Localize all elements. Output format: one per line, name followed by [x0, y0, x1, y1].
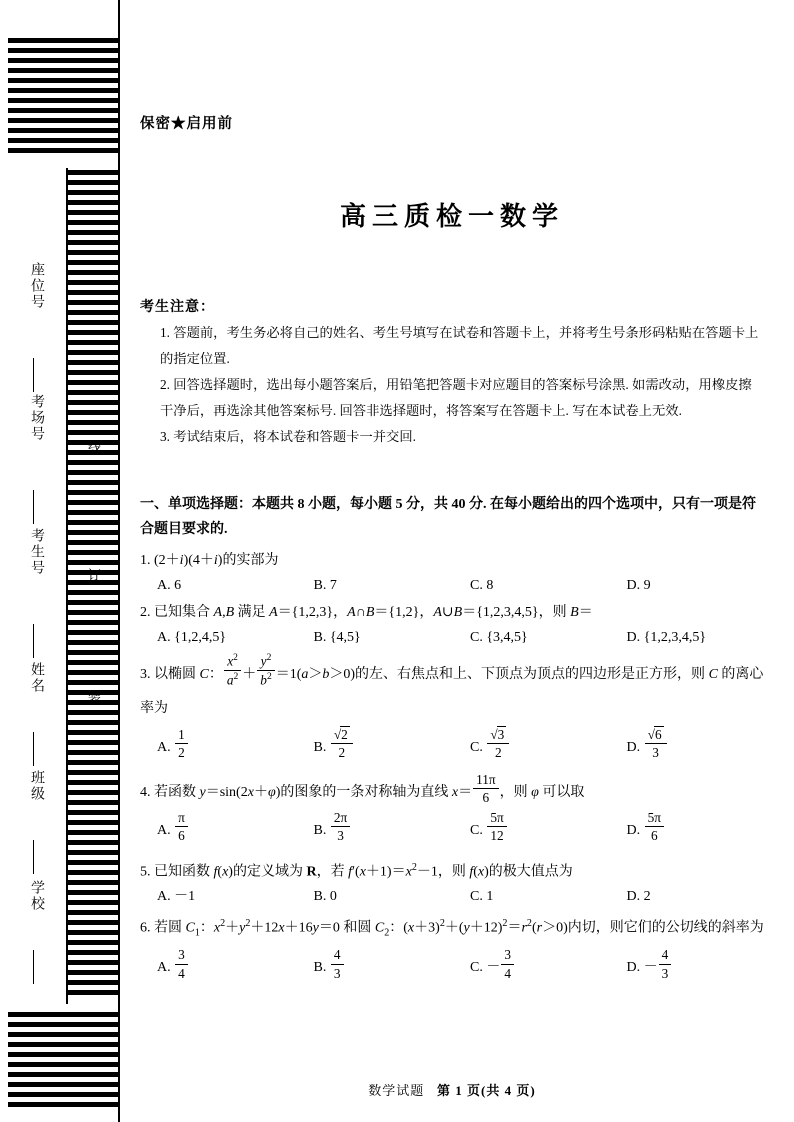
option-B[interactable]: B. 0 — [313, 889, 337, 905]
question-2-options — [140, 625, 783, 650]
question-1-stem: 1. (2＋i)(4＋i)的实部为 — [140, 553, 279, 568]
option-A[interactable]: A. $\frac{3}{4}$ — [157, 946, 314, 990]
question-5 — [140, 855, 766, 910]
field-label-exam-room: 考场号 — [29, 394, 44, 442]
field-rule-school — [33, 950, 34, 984]
option-A[interactable]: A. $\frac{\pi}{6}$ — [157, 809, 314, 853]
option-D[interactable]: D. {1,2,3,4,5} — [626, 630, 707, 645]
page-footer — [132, 1080, 772, 1099]
question-4-number: 4. — [140, 784, 151, 800]
question-3-options — [140, 726, 783, 770]
question-5-stem: 5. 已知函数 f(x)的定义域为 R，若 $f'(x+1)=x^2-1$，则 f(x)的极大值点为 — [140, 861, 573, 880]
question-4-options — [140, 809, 783, 853]
option-D[interactable]: D. $\frac{√6}{3}$ — [627, 726, 784, 770]
question-6-number: 6. — [140, 921, 151, 937]
question-2-number: 2. — [140, 605, 151, 620]
option-A[interactable]: A. {1,2,4,5} — [157, 630, 227, 645]
option-B[interactable]: B. $\frac{√2}{2}$ — [314, 726, 471, 770]
candidate-notice-list — [140, 320, 762, 450]
option-A[interactable]: A. －1 — [157, 889, 196, 905]
field-rule-name — [33, 732, 34, 766]
option-B[interactable]: B. 7 — [313, 578, 337, 593]
notice-item-3: 3. 考试结束后，将本试卷和答题卡一并交回. — [160, 429, 416, 444]
page-title: 高三质检一数学 — [339, 202, 564, 231]
option-C[interactable]: C. － $\frac{3}{4}$ — [470, 946, 627, 990]
option-C[interactable]: C. 8 — [470, 578, 494, 593]
option-C[interactable]: C. $\frac{5\pi}{12}$ — [470, 809, 627, 853]
question-6-options — [140, 946, 783, 990]
option-B[interactable]: B. $\frac{4}{3}$ — [314, 946, 471, 990]
field-rule-exam-room — [33, 490, 34, 524]
question-list — [140, 548, 766, 992]
option-A[interactable]: A. $\frac{1}{2}$ — [157, 726, 314, 770]
question-6 — [140, 911, 766, 989]
question-3 — [140, 652, 766, 770]
field-label-name: 姓名 — [29, 662, 44, 694]
barcode-top — [8, 38, 118, 156]
question-1-number: 1. — [140, 553, 151, 568]
option-B[interactable]: B. $\frac{2\pi}{3}$ — [314, 809, 471, 853]
question-4 — [140, 772, 766, 853]
question-4-stem: 4. 若函数 y＝sin(2x＋φ)的图象的一条对称轴为直线 x＝ $\frac{11\pi}{6}$ ，则 φ 可以取 — [140, 771, 585, 806]
confidential-notice: 保密★启用前 — [140, 116, 233, 132]
question-3-stem: 3. 以椭圆 C： $\frac{x^2}{a^2}$ ＋ $\frac{y^2}{b^2}$ ＝1(a＞b＞0)的左、右焦点和上、下顶点为顶点的四边形是正方形，则 C 的离心率为 — [140, 652, 764, 716]
field-rule-candidate-number — [33, 624, 34, 658]
field-rule-seat-number — [33, 358, 34, 392]
question-6-stem: 6. 若圆 $C_1$：$x^2+y^2+12x+16y=0$ 和圆 $C_2$：$(x+3)^2+(y+12)^2=r^2(r>0)$内切，则它们的公切线的斜率为 — [140, 918, 764, 939]
barcode-middle — [68, 170, 118, 1000]
option-D[interactable]: D. － $\frac{4}{3}$ — [627, 946, 784, 990]
question-5-number: 5. — [140, 864, 151, 880]
question-1 — [140, 548, 766, 598]
option-A[interactable]: A. 6 — [157, 578, 182, 593]
option-C[interactable]: C. {3,4,5} — [470, 630, 528, 645]
field-label-school: 学校 — [29, 880, 44, 912]
question-3-number: 3. — [140, 666, 151, 682]
option-B[interactable]: B. {4,5} — [313, 630, 361, 645]
option-D[interactable]: D. $\frac{5\pi}{6}$ — [627, 809, 784, 853]
field-label-seat-number: 座位号 — [29, 262, 44, 310]
notice-item-2: 2. 回答选择题时，选出每小题答案后，用铅笔把答题卡对应题目的答案标号涂黑. 如需改动，用橡皮擦干净后，再选涂其他答案标号. 回答非选择题时，将答案写在答题卡上. 写在本试卷上无效. — [160, 377, 752, 418]
footer-subject: 数学试题 — [368, 1083, 425, 1098]
option-C[interactable]: C. $\frac{√3}{2}$ — [470, 726, 627, 770]
binding-mark-bind: 装 — [86, 690, 101, 706]
question-5-options — [140, 884, 783, 909]
field-label-candidate-number: 考生号 — [29, 528, 44, 576]
strip-outer-rule — [118, 0, 120, 1122]
binding-mark-staple: 订 — [86, 568, 101, 584]
barcode-bottom — [8, 1012, 118, 1112]
footer-page-number: 第 1 页(共 4 页) — [437, 1083, 536, 1098]
field-rule-class — [33, 840, 34, 874]
exam-paper-page — [132, 0, 772, 1122]
question-2-stem: 2. 已知集合 A,B 满足 A＝{1,2,3}，A∩B＝{1,2}，A∪B＝{1,2,3,4,5}，则 B＝ — [140, 605, 593, 620]
option-D[interactable]: D. 9 — [626, 578, 651, 593]
strip-inner-rule — [66, 168, 68, 1004]
question-1-options — [140, 573, 783, 598]
field-label-class: 班级 — [29, 770, 44, 802]
option-D[interactable]: D. 2 — [626, 889, 651, 905]
section-heading-multiple-choice: 一、单项选择题：本题共 8 小题，每小题 5 分，共 40 分. 在每小题给出的四个选项中，只有一项是符合题目要求的. — [140, 497, 756, 537]
binding-mark-line: 线 — [86, 440, 101, 456]
candidate-notice-heading: 考生注意： — [140, 300, 215, 315]
notice-item-1: 1. 答题前，考生务必将自己的姓名、考生号填写在试卷和答题卡上，并将考生号条形码粘贴在答题卡上的指定位置. — [160, 325, 759, 366]
question-2 — [140, 600, 766, 650]
answer-sheet-binding-strip — [0, 0, 118, 1122]
option-C[interactable]: C. 1 — [470, 889, 494, 905]
